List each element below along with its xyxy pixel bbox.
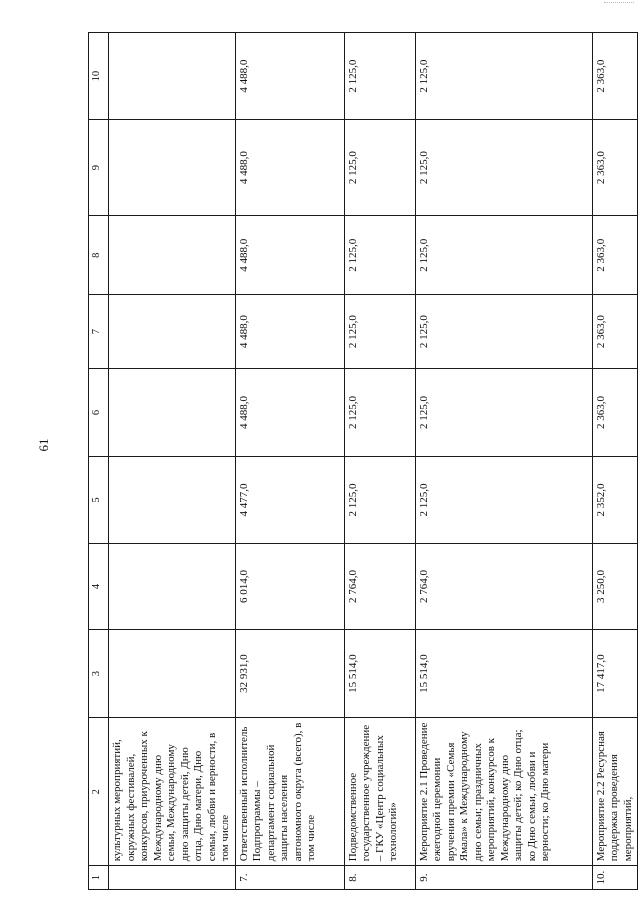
table-row: [344, 33, 415, 890]
row-description: Мероприятие 2.1 Проведение ежегодной церемонии вручения премии «Семья Ямала» к Международному дню семьи; праздничных мероприятий, конкурсов к Международному дню защиты детей; ко Дню отца; ко Дню семьи, любви и верности; ко Дню матери: [415, 718, 592, 866]
value-cell: 2 764,0: [415, 544, 592, 630]
value-cell: 4 488,0: [235, 368, 344, 456]
value-cell: [109, 544, 236, 630]
value-cell: [109, 216, 236, 295]
row-description: Мероприятие 2.2 Ресурсная поддержка проведения мероприятий,: [592, 718, 638, 866]
header-row: [89, 33, 109, 890]
value-cell: 2 352,0: [592, 457, 638, 544]
value-cell: 2 125,0: [344, 216, 415, 295]
row-number: 8.: [344, 866, 415, 890]
column-header: 8: [89, 216, 109, 295]
value-cell: [109, 629, 236, 717]
value-cell: [109, 368, 236, 456]
value-cell: 2 125,0: [344, 120, 415, 216]
row-description: Ответственный исполнитель Подпрограммы – департамент социальной защиты населения автономного округа (всего), в том числе: [235, 718, 344, 866]
row-description: культурных мероприятий, окружных фестивалей, конкурсов, приуроченных к Международному дню семьи, Международному дню защиты детей, Дню отца, Дню матери, Дню семьи, любви и верности, в том числе: [109, 718, 236, 866]
row-number: 10.: [592, 866, 638, 890]
value-cell: 2 363,0: [592, 216, 638, 295]
value-cell: 6 014,0: [235, 544, 344, 630]
row-number: 7.: [235, 866, 344, 890]
column-header: 2: [89, 718, 109, 866]
value-cell: 15 514,0: [344, 629, 415, 717]
value-cell: 4 488,0: [235, 33, 344, 120]
value-cell: 2 125,0: [415, 368, 592, 456]
table-row: [415, 33, 592, 890]
value-cell: 2 764,0: [344, 544, 415, 630]
value-cell: 32 931,0: [235, 629, 344, 717]
value-cell: 4 477,0: [235, 457, 344, 544]
value-cell: [109, 33, 236, 120]
value-cell: 15 514,0: [415, 629, 592, 717]
value-cell: 2 125,0: [415, 457, 592, 544]
value-cell: [109, 295, 236, 368]
value-cell: [109, 457, 236, 544]
value-cell: [109, 120, 236, 216]
budget-table: [88, 32, 638, 890]
value-cell: 2 125,0: [344, 457, 415, 544]
value-cell: 2 363,0: [592, 120, 638, 216]
value-cell: 2 125,0: [344, 33, 415, 120]
table-row: [592, 33, 638, 890]
rotated-table-container: [88, 32, 640, 890]
value-cell: 2 363,0: [592, 368, 638, 456]
value-cell: 4 488,0: [235, 120, 344, 216]
value-cell: 2 125,0: [415, 33, 592, 120]
value-cell: 3 250,0: [592, 544, 638, 630]
value-cell: 2 125,0: [344, 295, 415, 368]
value-cell: 2 363,0: [592, 33, 638, 120]
column-header: 7: [89, 295, 109, 368]
row-number: [109, 866, 236, 890]
row-number: 9.: [415, 866, 592, 890]
value-cell: 4 488,0: [235, 295, 344, 368]
column-header: 1: [89, 866, 109, 890]
scan-artifact: [604, 2, 634, 6]
row-description: Подведомственное государственное учреждение – ГКУ «Центр социальных технологий»: [344, 718, 415, 866]
value-cell: 2 363,0: [592, 295, 638, 368]
page-number: 61: [36, 438, 51, 452]
value-cell: 2 125,0: [415, 295, 592, 368]
column-header: 4: [89, 544, 109, 630]
value-cell: 2 125,0: [344, 368, 415, 456]
value-cell: 2 125,0: [415, 216, 592, 295]
column-header: 3: [89, 629, 109, 717]
column-header: 10: [89, 33, 109, 120]
column-header: 5: [89, 457, 109, 544]
table-row: [109, 33, 236, 890]
value-cell: 4 488,0: [235, 216, 344, 295]
value-cell: 2 125,0: [415, 120, 592, 216]
value-cell: 17 417,0: [592, 629, 638, 717]
table-row: [235, 33, 344, 890]
column-header: 6: [89, 368, 109, 456]
column-header: 9: [89, 120, 109, 216]
